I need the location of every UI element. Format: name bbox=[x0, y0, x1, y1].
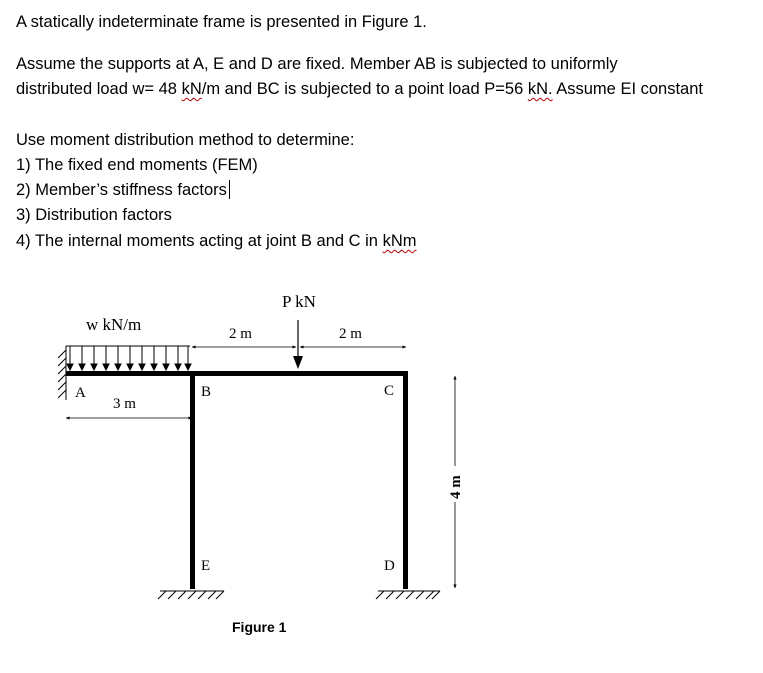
spellcheck-word-knm: kNm bbox=[382, 232, 417, 250]
load-w-label: w kN/m bbox=[86, 315, 142, 334]
task-4: 4) The internal moments acting at joint B and C in kNm bbox=[16, 232, 417, 250]
task-3: 3) Distribution factors bbox=[16, 206, 172, 224]
load-p-label: P kN bbox=[282, 292, 316, 311]
member-ab bbox=[66, 371, 194, 376]
member-be bbox=[190, 371, 195, 589]
method-intro: Use moment distribution method to determine: bbox=[16, 131, 355, 149]
fixed-support-d bbox=[376, 591, 440, 599]
distributed-load-w bbox=[66, 346, 191, 370]
assumption-line-1: Assume the supports at A, E and D are fixed. Member AB is subjected to uniformly bbox=[16, 55, 618, 73]
member-bc bbox=[190, 371, 408, 376]
spellcheck-word-kn: kN bbox=[181, 80, 202, 98]
node-c-label: C bbox=[384, 383, 395, 399]
intro-text: A statically indeterminate frame is presented in Figure 1. bbox=[16, 13, 427, 31]
node-e-label: E bbox=[201, 558, 211, 574]
dim-pc-label: 2 m bbox=[339, 326, 362, 342]
fixed-support-a bbox=[58, 346, 66, 400]
node-b-label: B bbox=[201, 384, 212, 400]
point-load-p bbox=[293, 320, 303, 369]
assumption-line-2: distributed load w= 48 kN/m and BC is subjected to a point load P=56 kN. Assume EI constant bbox=[16, 80, 703, 98]
node-d-label: D bbox=[384, 558, 395, 574]
task-2[interactable]: 2) Member’s stiffness factors bbox=[16, 180, 230, 200]
dim-ab-label: 3 m bbox=[113, 396, 136, 412]
task-1: 1) The fixed end moments (FEM) bbox=[16, 156, 258, 174]
fixed-support-e bbox=[158, 591, 224, 599]
member-cd bbox=[403, 371, 408, 589]
figure-caption: Figure 1 bbox=[232, 619, 287, 635]
spellcheck-word-kn-period: kN. bbox=[527, 80, 553, 98]
dim-bp-label: 2 m bbox=[229, 326, 252, 342]
dim-cd-label: 4 m bbox=[448, 475, 464, 499]
node-a-label: A bbox=[75, 385, 86, 401]
